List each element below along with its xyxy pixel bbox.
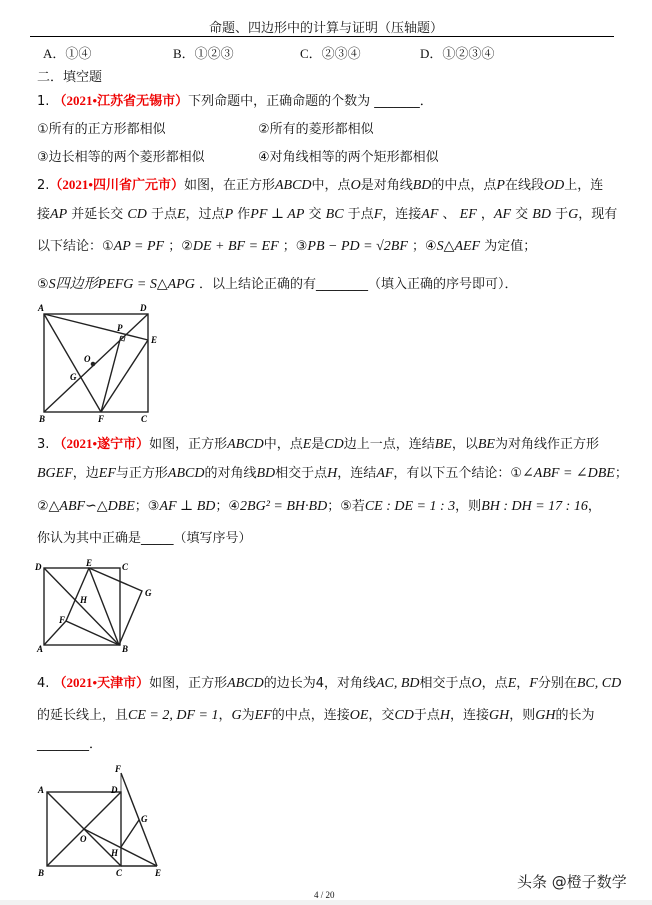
option-b: B．①②③ (173, 46, 234, 61)
math-expression: G (568, 207, 579, 222)
text-segment: ，现有 (578, 207, 618, 222)
text-segment: 交 (511, 207, 533, 222)
math-expression: AF (493, 207, 511, 222)
math-expression: BC, CD (576, 676, 622, 691)
math-expression: BE (434, 437, 452, 452)
math-expression: AC, BD (375, 676, 420, 691)
math-expression: EF (98, 466, 116, 481)
watermark: 头条 @橙子数学 (517, 873, 627, 891)
text-segment: 的中点，连接 (271, 708, 350, 723)
text-segment: ①所有的正方形都相似 (37, 122, 166, 137)
text-segment: ；④ (407, 239, 437, 254)
math-expression: ABCD (227, 676, 264, 691)
text-segment: ， (516, 676, 530, 691)
text-segment: 的对角线 (204, 466, 257, 481)
math-expression: AP = PF (113, 239, 165, 254)
math-expression: AP (50, 207, 68, 222)
q1-statement-2: ②所有的菱形都相似 (258, 122, 374, 137)
text-segment: 中，点 (311, 178, 351, 193)
text-segment: 在线段 (504, 178, 544, 193)
text-segment: 相交于点 (419, 676, 472, 691)
math-expression: S△AEF (436, 239, 481, 254)
text-segment: ② (37, 499, 49, 514)
text-segment: 2. (37, 178, 50, 193)
text-segment: ，过点 (185, 207, 225, 222)
text-segment: 于点 (413, 708, 440, 723)
math-expression: DE + BF = EF (192, 239, 279, 254)
text-segment: 的延长线上，且 (37, 708, 129, 723)
fig1-label-g: G (70, 372, 77, 382)
math-expression: E (302, 437, 312, 452)
fig2-label-a: A (37, 644, 44, 654)
text-segment: （填入正确的序号即可）． (368, 277, 518, 292)
math-expression: S四边形PEFG = S△APG (48, 277, 195, 292)
text-segment: 于 (550, 207, 569, 222)
math-expression: CE : DE = 1 : 3 (364, 499, 456, 514)
math-expression: P (496, 178, 505, 193)
fig2-label-d: D (35, 562, 42, 572)
math-expression: BH : DH = 17 : 16 (481, 499, 588, 514)
math-expression: BE (477, 437, 495, 452)
text-segment: 并延长交 (67, 207, 128, 222)
text-segment: ，连结 (337, 466, 377, 481)
text-segment: ⑤ (37, 277, 49, 292)
text-segment: 作 (233, 207, 251, 222)
text-segment: ，交 (368, 708, 395, 723)
math-expression: F (373, 207, 383, 222)
text-segment: 是 (311, 437, 325, 452)
math-expression: BD (532, 207, 551, 222)
fig1-label-p: P (117, 323, 123, 333)
fig3-label-o: O (80, 834, 87, 844)
fig1-label-b: B (39, 414, 46, 424)
math-expression: ∠ABF = ∠DBE (522, 466, 615, 481)
math-expression: ABCD (227, 437, 264, 452)
math-expression: CD (394, 708, 414, 723)
math-expression: O (471, 676, 482, 691)
math-expression: ABCD (274, 178, 312, 193)
fig3-label-f: F (115, 764, 122, 774)
fig3-label-e: E (155, 868, 162, 878)
math-expression: OD (543, 178, 565, 193)
page-title: 命题、四边形中的计算与证明（压轴题） (208, 21, 443, 36)
text-segment: 为对角线作正方形 (494, 437, 599, 452)
answer-blank: ________ (37, 737, 89, 752)
fig3-label-h: H (111, 848, 119, 858)
text-segment: 边上一点，连结 (343, 437, 435, 452)
text-segment: 上，连 (564, 178, 604, 193)
math-expression: ABCD (167, 466, 205, 481)
math-expression: CD (127, 207, 147, 222)
fig2-label-f: F (59, 615, 66, 625)
math-expression: PB − PD = √2BF (307, 239, 408, 254)
math-expression: OE (349, 708, 369, 723)
text-segment: ． (89, 737, 103, 752)
source-tag: （2021•四川省广元市） (49, 177, 184, 192)
fig1-label-o: O (84, 354, 91, 364)
text-segment: ，以 (451, 437, 478, 452)
text-segment: ；⑤若 (327, 499, 365, 514)
math-expression: 2BG² = BH·BD (240, 499, 328, 514)
text-segment: ，则 (509, 708, 536, 723)
math-expression: P (224, 207, 234, 222)
math-expression: G (231, 708, 242, 723)
text-segment: （填写序号） (173, 531, 252, 546)
text-segment: 接 (37, 207, 51, 222)
math-expression: GH (535, 708, 556, 723)
text-segment: ③边长相等的两个菱形都相似 (37, 150, 205, 165)
fig1-label-a: A (38, 303, 45, 313)
source-tag: （2021•天津市） (53, 675, 150, 690)
fig1-label-d: D (140, 303, 147, 313)
math-expression: CE = 2, DF = 1 (128, 708, 219, 723)
text-segment: ，则 (455, 499, 482, 514)
fig2-label-b: B (122, 644, 129, 654)
text-segment: 1. (37, 94, 54, 109)
fig3-label-a: A (38, 785, 45, 795)
text-segment: 以下结论：① (37, 239, 114, 254)
math-expression: PF ⊥ AP (250, 207, 305, 222)
text-segment: ． (419, 94, 433, 109)
math-expression: AF ⊥ BD (159, 499, 216, 514)
option-d: D．①②③④ (420, 46, 495, 61)
fig2-label-e: E (86, 558, 93, 568)
text-segment: ，连接 (382, 207, 422, 222)
source-tag: （2021•江苏省无锡市） (53, 93, 189, 108)
math-expression: CD (324, 437, 344, 452)
text-segment: 中，点 (263, 437, 303, 452)
math-expression: GH (489, 708, 510, 723)
math-expression: H (439, 708, 451, 723)
bottom-strip (0, 900, 652, 905)
text-segment: ，边 (72, 466, 99, 481)
text-segment: 4. (37, 676, 54, 691)
text-segment: 于点 (146, 207, 177, 222)
source-tag: （2021•遂宁市） (53, 436, 150, 451)
text-segment: 如图，正方形 (149, 676, 228, 691)
text-segment: 的边长为4，对角线 (263, 676, 376, 691)
text-segment: 下列命题中，正确命题的个数为 (188, 94, 375, 109)
fig1-label-c: C (141, 414, 148, 424)
text-segment: 如图，在正方形 (183, 178, 275, 193)
text-segment: 如图，正方形 (149, 437, 228, 452)
text-segment: ．以上结论正确的有 (194, 277, 316, 292)
answer-blank: _____ (141, 531, 174, 546)
page-number: 4 / 20 (314, 890, 335, 900)
option-c: C．②③④ (300, 46, 361, 61)
text-segment: 你认为其中正确是 (37, 531, 142, 546)
fig2-label-h: H (80, 595, 88, 605)
answer-blank: _______ (374, 94, 420, 109)
fig2-label-g: G (145, 588, 152, 598)
option-a: A．①④ (43, 46, 92, 61)
fig2-label-c: C (122, 562, 129, 572)
text-segment: 分别在 (537, 676, 577, 691)
text-segment: 交 (304, 207, 326, 222)
text-segment: 与正方形 (115, 466, 168, 481)
text-segment: ； (614, 466, 628, 481)
math-expression: E (507, 676, 517, 691)
text-segment: ；② (164, 239, 193, 254)
math-expression: BD (412, 178, 432, 193)
text-segment: ，连接 (450, 708, 490, 723)
math-expression: AF (421, 207, 439, 222)
figure-q2 (44, 314, 148, 412)
math-expression: AF (376, 466, 394, 481)
math-expression: △ABF∽△DBE (48, 499, 135, 514)
text-segment: 是对角线 (360, 178, 413, 193)
text-segment: 3. (37, 437, 54, 452)
fig1-label-e: E (151, 335, 158, 345)
text-segment: ， (587, 499, 601, 514)
text-segment: 为 (241, 708, 255, 723)
text-segment: ， (218, 708, 232, 723)
text-segment: ；③ (134, 499, 160, 514)
fig3-label-g: G (141, 814, 148, 824)
math-expression: EF (459, 207, 477, 222)
text-segment: ， (476, 207, 494, 222)
text-segment: 于点 (343, 207, 374, 222)
math-expression: H (327, 466, 338, 481)
fig3-label-b: B (38, 868, 45, 878)
text-segment: ，有以下五个结论：① (393, 466, 523, 481)
math-expression: EF (254, 708, 272, 723)
text-segment: 的长为 (555, 708, 595, 723)
math-expression: O (350, 178, 361, 193)
answer-blank: ________ (316, 277, 368, 292)
text-segment: ，点 (481, 676, 508, 691)
text-segment: 为定值； (480, 239, 537, 254)
figure-q3 (44, 568, 142, 645)
fig3-label-d: D (111, 785, 118, 795)
math-expression: BC (325, 207, 344, 222)
math-expression: E (176, 207, 186, 222)
math-expression: F (529, 676, 538, 691)
q1-statement-4: ④对角线相等的两个矩形都相似 (258, 150, 439, 165)
fig3-label-c: C (116, 868, 123, 878)
text-segment: 的中点，点 (431, 178, 497, 193)
text-segment: ；③ (278, 239, 308, 254)
math-expression: BGEF (37, 466, 73, 481)
section-heading: 二．填空题 (37, 70, 103, 85)
text-segment: ；④ (215, 499, 241, 514)
text-segment: 、 (438, 207, 460, 222)
text-segment: 相交于点 (275, 466, 328, 481)
fig1-label-f: F (98, 414, 105, 424)
math-expression: BD (256, 466, 276, 481)
